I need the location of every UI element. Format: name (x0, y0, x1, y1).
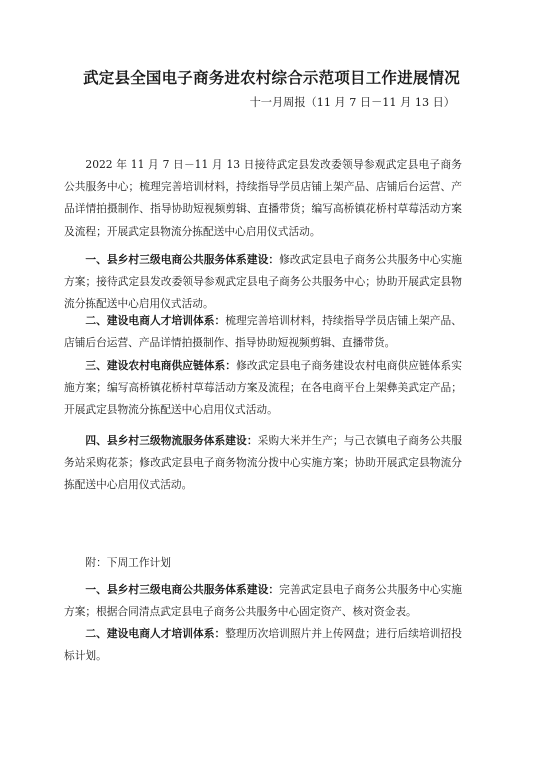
section-text: 修改武定县电子商务建设农村电商供应链体系实施方案；编写高桥镇花桥村草莓活动方案及流程；在各电商平台上架彝美武定产品；开展武定县物流分拣配送中心启用仪式活动。 (64, 359, 462, 417)
section-public-service (64, 249, 462, 316)
section-talent-training (64, 310, 462, 354)
next-week-item-public-service (64, 579, 462, 623)
next-week-item-text: 整理历次培训照片并上传网盘；进行后续培训招投标计划。 (64, 627, 462, 663)
section-heading: 三、建设农村电商供应链体系： (85, 359, 237, 372)
next-week-item-talent-training (64, 623, 462, 667)
next-week-heading: 附：下周工作计划 (85, 556, 171, 569)
section-logistics (64, 430, 462, 497)
document-subtitle: 十一月周报（11 月 7 日－11 月 13 日） (249, 96, 455, 109)
next-week-item-heading: 一、县乡村三级电商公共服务体系建设： (85, 583, 280, 596)
section-heading: 四、县乡村三级物流服务体系建设： (85, 434, 258, 447)
section-supply-chain (64, 355, 462, 422)
section-heading: 一、县乡村三级电商公共服务体系建设： (85, 253, 280, 266)
document-title: 武定县全国电子商务进农村综合示范项目工作进展情况 (83, 68, 460, 87)
section-heading: 二、建设电商人才培训体系： (85, 314, 226, 327)
section-text: 修改武定县电子商务公共服务中心实施方案；接待武定县发改委领导参观武定县电子商务公共服务中心；协助开展武定县物流分拣配送中心启用仪式活动。 (64, 253, 462, 311)
intro-paragraph: 2022 年 11 月 7 日－11 月 13 日接待武定县发改委领导参观武定县电子商务公共服务中心；梳理完善培训材料，持续指导学员店铺上架产品、店铺后台运营、产品详情拍摄制作、指导协助短视频剪辑、直播带货；编写高桥镇花桥村草莓活动方案及流程；开展武定县物流分拣配送中心启用仪式活动。 (64, 158, 462, 238)
section-text: 梳理完善培训材料，持续指导学员店铺上架产品、店铺后台运营、产品详情拍摄制作、指导协助短视频剪辑、直播带货。 (64, 314, 462, 350)
section-text: 采购大米并生产；与己衣镇电子商务公共服务站采购花茶；修改武定县电子商务物流分拨中心实施方案；协助开展武定县物流分拣配送中心启用仪式活动。 (64, 434, 462, 492)
next-week-item-heading: 二、建设电商人才培训体系： (85, 627, 226, 640)
next-week-item-text: 完善武定县电子商务公共服务中心实施方案；根据合同清点武定县电子商务公共服务中心固定资产、核对资金表。 (64, 583, 462, 619)
